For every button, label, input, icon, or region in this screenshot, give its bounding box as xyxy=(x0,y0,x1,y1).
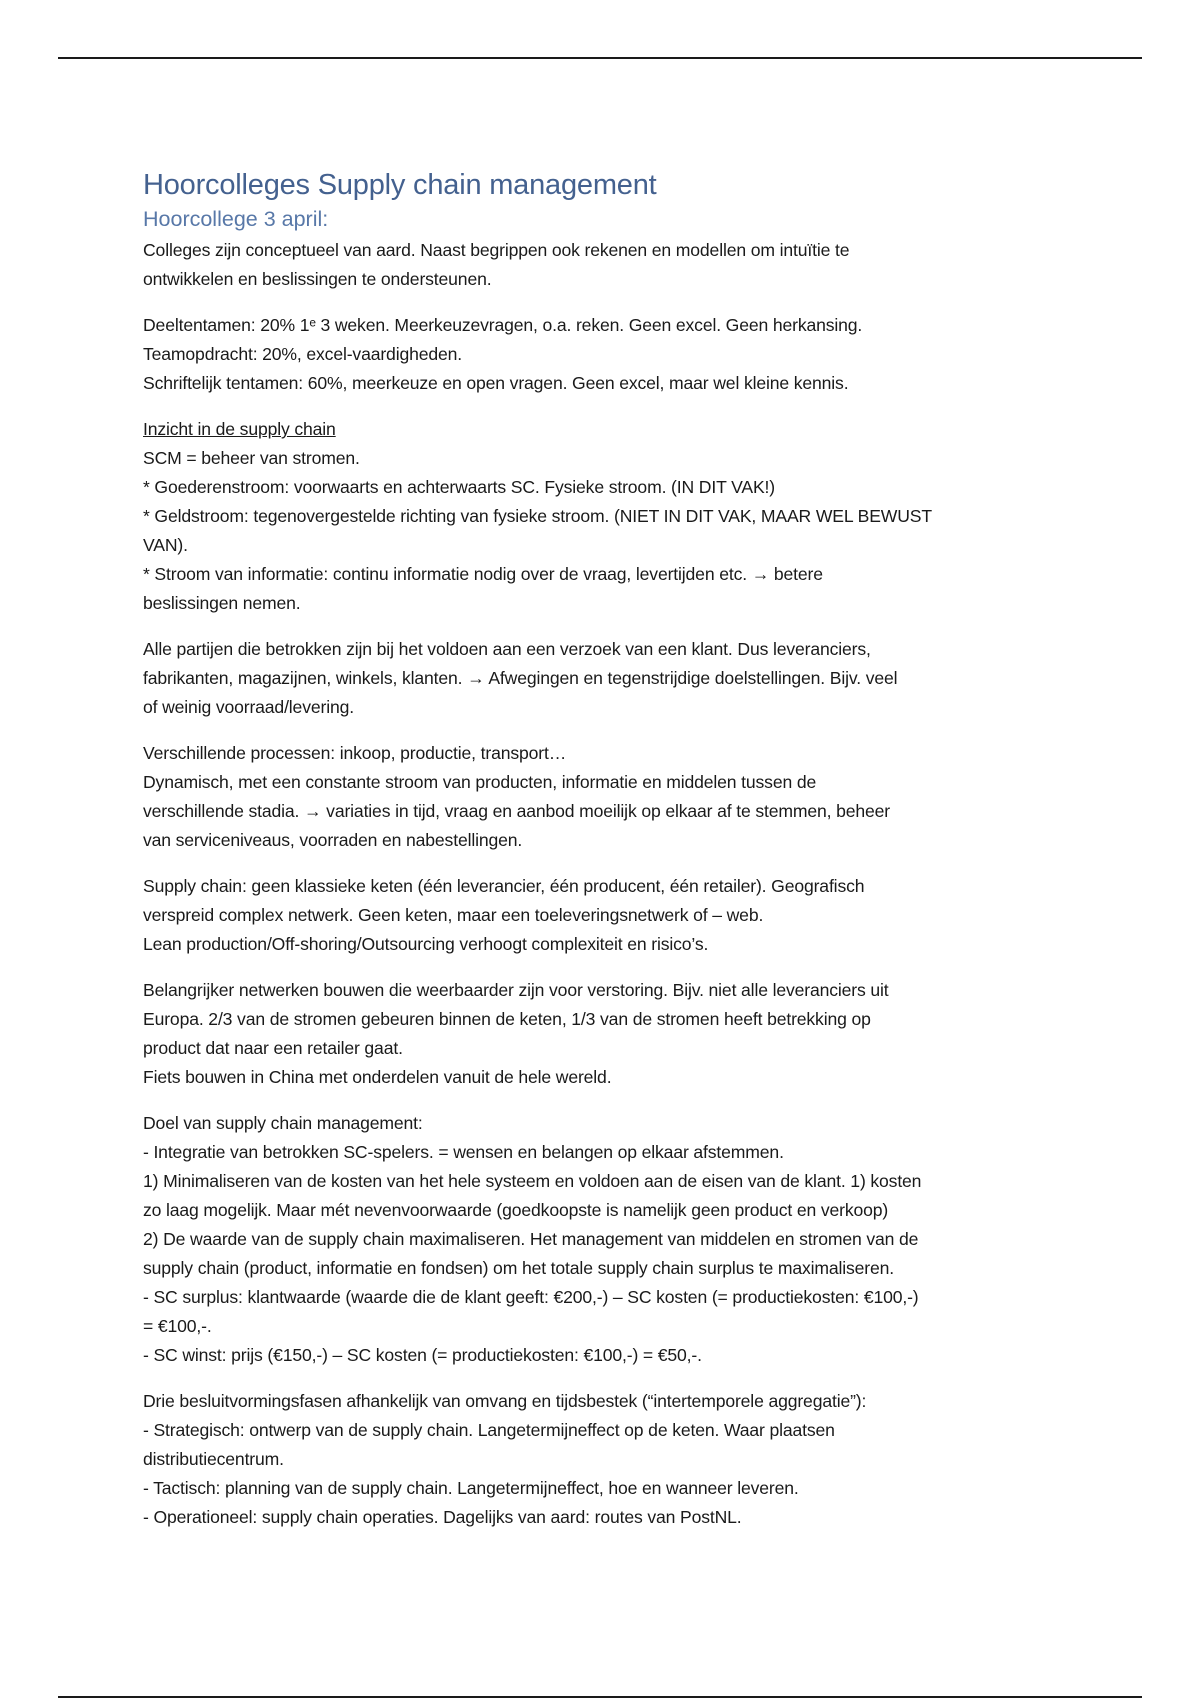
text-line: zo laag mogelijk. Maar mét nevenvoorwaarde (goedkoopste is namelijk geen product en verkoop) xyxy=(143,1200,889,1221)
paragraph xyxy=(143,635,1073,722)
document-title: Hoorcolleges Supply chain management xyxy=(143,169,657,201)
paragraph xyxy=(143,739,1073,855)
header-rule xyxy=(58,57,1142,59)
text-line: - Tactisch: planning van de supply chain. Langetermijneffect, hoe en wanneer leveren. xyxy=(143,1478,799,1499)
text-line: verspreid complex netwerk. Geen keten, maar een toeleveringsnetwerk of – web. xyxy=(143,905,764,926)
text-line: product dat naar een retailer gaat. xyxy=(143,1038,403,1059)
document-body xyxy=(143,166,1073,1549)
text-line: fabrikanten, magazijnen, winkels, klanten. → Afwegingen en tegenstrijdige doelstellingen. Bijv. veel xyxy=(143,668,898,689)
text-line: distributiecentrum. xyxy=(143,1449,284,1470)
text-line: Alle partijen die betrokken zijn bij het voldoen aan een verzoek van een klant. Dus leveranciers, xyxy=(143,639,871,660)
text-line: Supply chain: geen klassieke keten (één leverancier, één producent, één retailer). Geografisch xyxy=(143,876,865,897)
text-line: Doel van supply chain management: xyxy=(143,1113,423,1134)
text-line: Colleges zijn conceptueel van aard. Naast begrippen ook rekenen en modellen om intuïtie te xyxy=(143,240,850,261)
paragraph xyxy=(143,236,1073,294)
paragraph xyxy=(143,415,1073,618)
text-line: - SC winst: prijs (€150,-) – SC kosten (= productiekosten: €100,-) = €50,-. xyxy=(143,1345,702,1366)
paragraph xyxy=(143,1109,1073,1370)
text-line: supply chain (product, informatie en fondsen) om het totale supply chain surplus te maximaliseren. xyxy=(143,1258,895,1279)
paragraph-list xyxy=(143,236,1073,1532)
text-line: Belangrijker netwerken bouwen die weerbaarder zijn voor verstoring. Bijv. niet alle leveranciers uit xyxy=(143,980,889,1001)
text-line: Drie besluitvormingsfasen afhankelijk van omvang en tijdsbestek (“intertemporele aggregatie”): xyxy=(143,1391,867,1412)
text-line: Fiets bouwen in China met onderdelen vanuit de hele wereld. xyxy=(143,1067,612,1088)
text-line: Europa. 2/3 van de stromen gebeuren binnen de keten, 1/3 van de stromen heeft betrekking op xyxy=(143,1009,871,1030)
text-line: Lean production/Off-shoring/Outsourcing verhoogt complexiteit en risico’s. xyxy=(143,934,709,955)
text-line: * Stroom van informatie: continu informatie nodig over de vraag, levertijden etc. → betere xyxy=(143,564,823,585)
paragraph xyxy=(143,311,1073,398)
text-line: Dynamisch, met een constante stroom van producten, informatie en middelen tussen de xyxy=(143,772,817,793)
text-line: verschillende stadia. → variaties in tijd, vraag en aanbod moeilijk op elkaar af te stemmen, beheer xyxy=(143,801,890,822)
text-line: 2) De waarde van de supply chain maximaliseren. Het management van middelen en stromen van de xyxy=(143,1229,919,1250)
paragraph xyxy=(143,872,1073,959)
paragraph xyxy=(143,1387,1073,1532)
text-line: - Strategisch: ontwerp van de supply chain. Langetermijneffect op de keten. Waar plaatsen xyxy=(143,1420,835,1441)
text-line: Teamopdracht: 20%, excel-vaardigheden. xyxy=(143,344,463,365)
text-line: = €100,-. xyxy=(143,1316,212,1337)
text-line: - Integratie van betrokken SC-spelers. = wensen en belangen op elkaar afstemmen. xyxy=(143,1142,784,1163)
text-line: beslissingen nemen. xyxy=(143,593,301,614)
text-line: - Operationeel: supply chain operaties. Dagelijks van aard: routes van PostNL. xyxy=(143,1507,742,1528)
text-line: - SC surplus: klantwaarde (waarde die de klant geeft: €200,-) – SC kosten (= productiekosten: €100,-) xyxy=(143,1287,919,1308)
paragraph xyxy=(143,976,1073,1092)
text-line: Deeltentamen: 20% 1ᵉ 3 weken. Meerkeuzevragen, o.a. reken. Geen excel. Geen herkansing. xyxy=(143,315,863,336)
text-line: VAN). xyxy=(143,535,188,556)
lecture-heading: Hoorcollege 3 april: xyxy=(143,207,329,232)
text-line: SCM = beheer van stromen. xyxy=(143,448,360,469)
text-line: Verschillende processen: inkoop, productie, transport… xyxy=(143,743,567,764)
text-line: 1) Minimaliseren van de kosten van het hele systeem en voldoen aan de eisen van de klant. 1) kosten xyxy=(143,1171,922,1192)
text-line: ontwikkelen en beslissingen te ondersteunen. xyxy=(143,269,492,290)
text-line: * Geldstroom: tegenovergestelde richting van fysieke stroom. (NIET IN DIT VAK, MAAR WEL BEWUST xyxy=(143,506,932,527)
text-line: van serviceniveaus, voorraden en nabestellingen. xyxy=(143,830,523,851)
text-line: Schriftelijk tentamen: 60%, meerkeuze en open vragen. Geen excel, maar wel kleine kennis. xyxy=(143,373,849,394)
text-line: * Goederenstroom: voorwaarts en achterwaarts SC. Fysieke stroom. (IN DIT VAK!) xyxy=(143,477,775,498)
footer-rule xyxy=(58,1696,1142,1698)
text-line: of weinig voorraad/levering. xyxy=(143,697,354,718)
section-heading: Inzicht in de supply chain xyxy=(143,419,336,440)
